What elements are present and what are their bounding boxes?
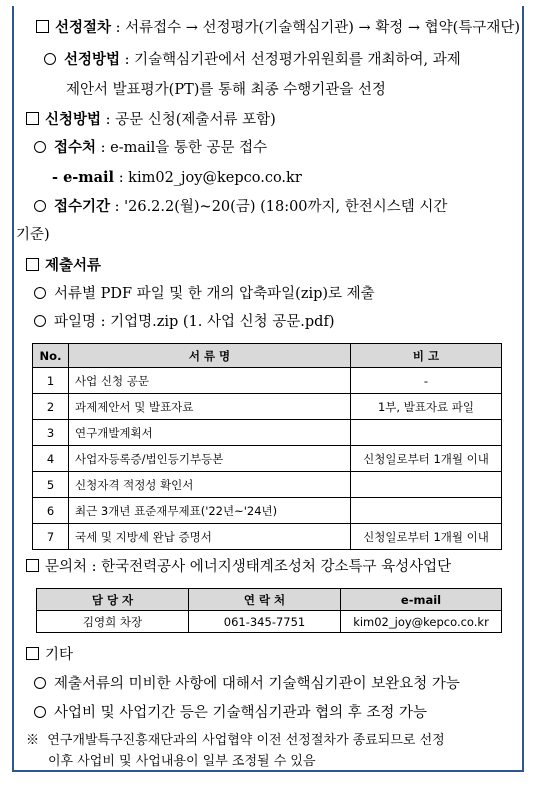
checkbox-square-icon bbox=[36, 20, 49, 33]
table-row bbox=[37, 611, 502, 633]
row-doc-name: 사업 신청 공문 bbox=[69, 368, 351, 394]
other-note-2: 사업비 및 사업기간 등은 기술핵심기관과 협의 후 조정 가능 bbox=[34, 703, 427, 723]
table-row bbox=[33, 394, 502, 420]
col-doc-name: 서 류 명 bbox=[69, 344, 351, 368]
pdf-note: 서류별 PDF 파일 및 한 개의 압축파일(zip)로 제출 bbox=[34, 284, 375, 304]
col-remarks: 비 고 bbox=[351, 344, 502, 368]
row-no: 5 bbox=[33, 472, 69, 498]
row-remarks bbox=[351, 472, 502, 498]
row-doc-name: 과제제안서 및 발표자료 bbox=[69, 394, 351, 420]
col-email: e-mail bbox=[341, 589, 502, 611]
submission-docs: 제출서류 bbox=[26, 256, 101, 276]
circle-bullet-icon bbox=[34, 287, 46, 299]
row-doc-name: 연구개발계획서 bbox=[69, 420, 351, 446]
row-doc-name: 최근 3개년 표준재무제표('22년~'24년) bbox=[69, 498, 351, 524]
reference-note-cont: 이후 사업비 및 사업내용이 일부 조정될 수 있음 bbox=[48, 754, 316, 769]
checkbox-square-icon bbox=[26, 258, 39, 271]
row-doc-name: 신청자격 적정성 확인서 bbox=[69, 472, 351, 498]
other-heading: 기타 bbox=[26, 645, 73, 665]
row-doc-name: 사업자등록증/법인등기부등본 bbox=[69, 446, 351, 472]
circle-bullet-icon bbox=[34, 141, 46, 153]
row-no: 6 bbox=[33, 498, 69, 524]
circle-bullet-icon bbox=[34, 677, 46, 689]
application-method: 신청방법 : 공문 신청(제출서류 포함) bbox=[26, 110, 276, 130]
row-no: 3 bbox=[33, 420, 69, 446]
table-header-row bbox=[33, 344, 502, 368]
inquiry: 문의처 : 한국전력공사 에너지생태계조성처 강소특구 육성사업단 bbox=[26, 557, 451, 577]
table-row bbox=[33, 446, 502, 472]
row-remarks: 1부, 발표자료 파일 bbox=[351, 394, 502, 420]
row-no: 7 bbox=[33, 524, 69, 550]
table-row bbox=[33, 472, 502, 498]
circle-bullet-icon bbox=[34, 200, 46, 212]
circle-bullet-icon bbox=[44, 53, 56, 65]
other-note-1: 제출서류의 미비한 사항에 대해서 기술핵심기관이 보완요청 가능 bbox=[34, 674, 460, 694]
col-phone: 연 락 처 bbox=[189, 589, 341, 611]
table-row bbox=[33, 368, 502, 394]
table-row bbox=[33, 498, 502, 524]
reception-period-cont: 기준) bbox=[16, 227, 50, 243]
reception-period: 접수기간 : '26.2.2(월)~20(금) (18:00까지, 한전시스템 시간 bbox=[34, 197, 447, 217]
table-header-row bbox=[37, 589, 502, 611]
checkbox-square-icon bbox=[26, 112, 39, 125]
filename-note: 파일명 : 기업명.zip (1. 사업 신청 공문.pdf) bbox=[34, 312, 334, 332]
checkbox-square-icon bbox=[26, 559, 39, 572]
row-remarks bbox=[351, 420, 502, 446]
documents-table bbox=[32, 343, 502, 550]
row-remarks: 신청일로부터 1개월 이내 bbox=[351, 524, 502, 550]
contact-table bbox=[36, 588, 502, 633]
row-doc-name: 국세 및 지방세 완납 증명서 bbox=[69, 524, 351, 550]
reference-note: ※ 연구개발특구진흥재단과의 사업협약 이전 선정절차가 종료되므로 선정 bbox=[26, 733, 445, 748]
row-remarks bbox=[351, 498, 502, 524]
table-row bbox=[33, 524, 502, 550]
col-no: No. bbox=[33, 344, 69, 368]
contact-phone: 061-345-7751 bbox=[189, 611, 341, 633]
contact-person: 김영희 차장 bbox=[37, 611, 189, 633]
checkbox-square-icon bbox=[26, 647, 39, 660]
circle-bullet-icon bbox=[34, 706, 46, 718]
selection-method: 선정방법 : 기술핵심기관에서 선정평가위원회를 개최하여, 과제 bbox=[44, 50, 461, 70]
row-remarks: 신청일로부터 1개월 이내 bbox=[351, 446, 502, 472]
row-no: 1 bbox=[33, 368, 69, 394]
col-person: 담 당 자 bbox=[37, 589, 189, 611]
email-line: - e-mail : kim02_joy@kepco.co.kr bbox=[52, 169, 302, 186]
row-no: 4 bbox=[33, 446, 69, 472]
reference-mark: ※ bbox=[26, 733, 40, 748]
table-row bbox=[33, 420, 502, 446]
reception: 접수처 : e-mail을 통한 공문 접수 bbox=[34, 138, 267, 158]
circle-bullet-icon bbox=[34, 315, 46, 327]
contact-email[interactable]: kim02_joy@kepco.co.kr bbox=[341, 611, 502, 633]
selection-method-cont: 제안서 발표평가(PT)를 통해 최종 수행기관을 선정 bbox=[66, 82, 386, 98]
row-remarks: - bbox=[351, 368, 502, 394]
selection-process: 선정절차 : 서류접수 → 선정평가(기술핵심기관) → 확정 → 협약(특구재단) bbox=[36, 18, 520, 38]
row-no: 2 bbox=[33, 394, 69, 420]
